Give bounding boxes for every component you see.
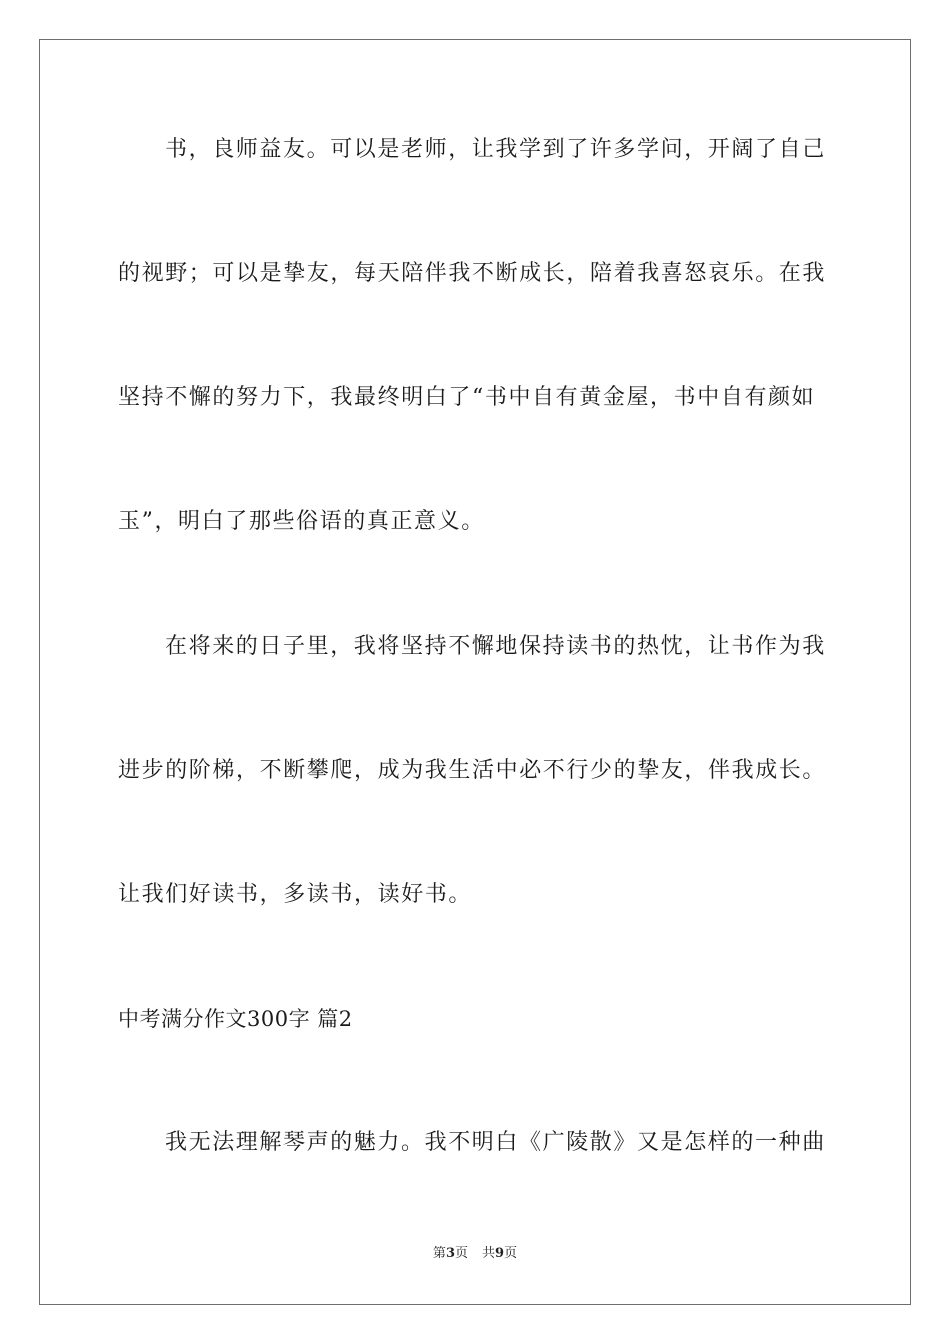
page-suffix: 页 [454, 1246, 468, 1261]
page-prefix: 第 [432, 1246, 446, 1261]
paragraph-line: 让我们好读书，多读书，读好书。 [118, 882, 473, 907]
section-heading: 中考满分作文300字 篇2 [118, 1007, 353, 1031]
page-border [39, 39, 911, 1305]
paragraph-line: 我无法理解琴声的魅力。我不明白《广陵散》又是怎样的一种曲 [165, 1130, 826, 1155]
page-number: 3 [445, 1246, 455, 1261]
total-suffix: 页 [504, 1246, 518, 1261]
total-pages: 9 [495, 1246, 505, 1261]
page-footer [0, 1245, 950, 1263]
paragraph-line: 坚持不懈的努力下，我最终明白了“书中自有黄金屋，书中自有颜如 [118, 385, 816, 410]
paragraph-line: 玉”，明白了那些俗语的真正意义。 [118, 509, 485, 534]
paragraph-line: 在将来的日子里，我将坚持不懈地保持读书的热忱，让书作为我 [165, 634, 826, 659]
paragraph-line: 进步的阶梯，不断攀爬，成为我生活中必不行少的挚友，伴我成长。 [118, 758, 827, 783]
total-prefix: 共 [482, 1246, 496, 1261]
paragraph-line: 书，良师益友。可以是老师，让我学到了许多学问，开阔了自己 [165, 137, 826, 162]
paragraph-line: 的视野；可以是挚友，每天陪伴我不断成长，陪着我喜怒哀乐。在我 [118, 261, 827, 286]
